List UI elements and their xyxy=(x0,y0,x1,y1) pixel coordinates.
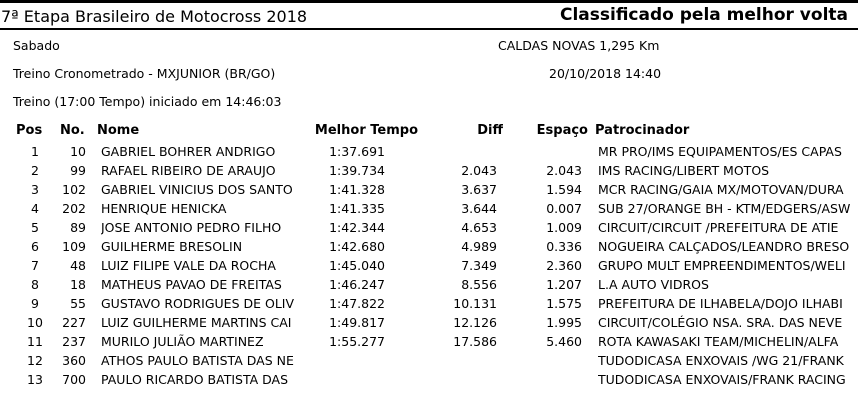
cell-name: HENRIQUE HENICKA xyxy=(101,201,227,216)
column-header-sponsor: Patrocinador xyxy=(595,123,690,138)
cell-number: 55 xyxy=(70,296,86,311)
cell-name: GABRIEL BOHRER ANDRIGO xyxy=(101,144,276,159)
cell-number: 360 xyxy=(62,353,86,368)
cell-name: GABRIEL VINICIUS DOS SANTO xyxy=(101,182,293,197)
cell-pos: 1 xyxy=(31,144,39,159)
column-header-pos: Pos xyxy=(16,123,43,138)
cell-name: MATHEUS PAVAO DE FREITAS xyxy=(101,277,282,292)
cell-pos: 3 xyxy=(31,182,39,197)
cell-pos: 4 xyxy=(31,201,39,216)
cell-number: 89 xyxy=(70,220,86,235)
cell-gap: 1.594 xyxy=(546,182,582,197)
cell-sponsor: NOGUEIRA CALÇADOS/LEANDRO BRESO xyxy=(598,239,850,254)
cell-number: 99 xyxy=(70,163,86,178)
cell-pos: 10 xyxy=(27,315,43,330)
cell-gap: 0.007 xyxy=(546,201,582,216)
cell-number: 700 xyxy=(62,372,86,387)
cell-best-time: 1:42.344 xyxy=(329,220,385,235)
cell-diff: 8.556 xyxy=(461,277,497,292)
cell-sponsor: GRUPO MULT EMPREENDIMENTOS/WELI xyxy=(598,258,846,273)
cell-diff: 4.653 xyxy=(461,220,497,235)
cell-number: 109 xyxy=(62,239,86,254)
cell-sponsor: TUDODICASA ENXOVAIS /WG 21/FRANK xyxy=(598,353,844,368)
cell-name: LUIZ FILIPE VALE DA ROCHA xyxy=(101,258,276,273)
cell-best-time: 1:39.734 xyxy=(329,163,385,178)
cell-pos: 12 xyxy=(27,353,43,368)
cell-sponsor: L.A AUTO VIDROS xyxy=(598,277,709,292)
table-row xyxy=(0,220,858,239)
table-row xyxy=(0,258,858,277)
cell-best-time: 1:46.247 xyxy=(329,277,385,292)
cell-number: 18 xyxy=(70,277,86,292)
table-row xyxy=(0,201,858,220)
sort-title: Classificado pela melhor volta xyxy=(559,5,848,25)
table-row xyxy=(0,334,858,353)
table-row xyxy=(0,182,858,201)
cell-name: LUIZ GUILHERME MARTINS CAI xyxy=(101,315,292,330)
session-label: Treino Cronometrado - MXJUNIOR (BR/GO) xyxy=(13,66,276,81)
table-row xyxy=(0,315,858,334)
cell-name: RAFAEL RIBEIRO DE ARAUJO xyxy=(101,163,276,178)
cell-name: GUILHERME BRESOLIN xyxy=(101,239,243,254)
cell-diff: 3.637 xyxy=(461,182,497,197)
column-header-number: No. xyxy=(60,123,85,138)
cell-diff: 10.131 xyxy=(453,296,497,311)
table-row xyxy=(0,296,858,315)
cell-name: PAULO RICARDO BATISTA DAS xyxy=(101,372,289,387)
cell-pos: 11 xyxy=(27,334,43,349)
event-title: 7ª Etapa Brasileiro de Motocross 2018 xyxy=(1,7,308,26)
table-header xyxy=(0,123,858,141)
cell-diff: 2.043 xyxy=(461,163,497,178)
day-label: Sabado xyxy=(13,38,60,53)
cell-pos: 6 xyxy=(31,239,39,254)
column-header-best-time: Melhor Tempo xyxy=(314,123,418,138)
cell-pos: 7 xyxy=(31,258,39,273)
table-row xyxy=(0,372,858,391)
cell-number: 10 xyxy=(70,144,86,159)
cell-sponsor: IMS RACING/LIBERT MOTOS xyxy=(598,163,770,178)
report-header xyxy=(0,3,858,30)
cell-sponsor: MCR RACING/GAIA MX/MOTOVAN/DURA xyxy=(598,182,844,197)
session-start-label: Treino (17:00 Tempo) iniciado em 14:46:03 xyxy=(13,94,282,109)
cell-diff: 7.349 xyxy=(461,258,497,273)
table-row xyxy=(0,277,858,296)
cell-best-time: 1:55.277 xyxy=(329,334,385,349)
cell-sponsor: SUB 27/ORANGE BH - KTM/EDGERS/ASW xyxy=(598,201,851,216)
cell-name: MURILO JULIÃO MARTINEZ xyxy=(101,334,264,349)
cell-sponsor: TUDODICASA ENXOVAIS/FRANK RACING xyxy=(598,372,846,387)
cell-diff: 4.989 xyxy=(461,239,497,254)
cell-gap: 1.995 xyxy=(546,315,582,330)
cell-best-time: 1:47.822 xyxy=(329,296,385,311)
cell-best-time: 1:41.328 xyxy=(329,182,385,197)
column-header-gap: Espaço xyxy=(536,123,588,138)
cell-gap: 1.575 xyxy=(546,296,582,311)
cell-number: 48 xyxy=(70,258,86,273)
cell-pos: 5 xyxy=(31,220,39,235)
cell-pos: 2 xyxy=(31,163,39,178)
cell-number: 227 xyxy=(62,315,86,330)
cell-sponsor: CIRCUIT/COLÉGIO NSA. SRA. DAS NEVE xyxy=(598,315,843,330)
cell-gap: 2.043 xyxy=(546,163,582,178)
cell-diff: 3.644 xyxy=(461,201,497,216)
column-header-diff: Diff xyxy=(477,123,503,138)
column-header-name: Nome xyxy=(97,123,140,138)
cell-diff: 17.586 xyxy=(453,334,497,349)
cell-sponsor: PREFEITURA DE ILHABELA/DOJO ILHABI xyxy=(598,296,843,311)
cell-gap: 0.336 xyxy=(546,239,582,254)
cell-gap: 1.009 xyxy=(546,220,582,235)
cell-best-time: 1:49.817 xyxy=(329,315,385,330)
datetime-label: 20/10/2018 14:40 xyxy=(549,66,662,81)
cell-sponsor: CIRCUIT/CIRCUIT /PREFEITURA DE ATIE xyxy=(598,220,839,235)
cell-gap: 5.460 xyxy=(546,334,582,349)
table-row xyxy=(0,144,858,163)
cell-best-time: 1:42.680 xyxy=(329,239,385,254)
location-label: CALDAS NOVAS 1,295 Km xyxy=(498,38,660,53)
cell-gap: 1.207 xyxy=(546,277,582,292)
cell-number: 237 xyxy=(62,334,86,349)
table-row xyxy=(0,239,858,258)
cell-best-time: 1:37.691 xyxy=(329,144,385,159)
cell-name: ATHOS PAULO BATISTA DAS NE xyxy=(101,353,294,368)
cell-pos: 9 xyxy=(31,296,39,311)
cell-name: JOSE ANTONIO PEDRO FILHO xyxy=(101,220,282,235)
cell-number: 202 xyxy=(62,201,86,216)
cell-pos: 13 xyxy=(27,372,43,387)
cell-diff: 12.126 xyxy=(453,315,497,330)
table-row xyxy=(0,163,858,182)
cell-name: GUSTAVO RODRIGUES DE OLIV xyxy=(101,296,295,311)
cell-sponsor: ROTA KAWASAKI TEAM/MICHELIN/ALFA xyxy=(598,334,839,349)
cell-pos: 8 xyxy=(31,277,39,292)
cell-sponsor: MR PRO/IMS EQUIPAMENTOS/ES CAPAS xyxy=(598,144,842,159)
cell-gap: 2.360 xyxy=(546,258,582,273)
cell-best-time: 1:41.335 xyxy=(329,201,385,216)
cell-best-time: 1:45.040 xyxy=(329,258,385,273)
table-row xyxy=(0,353,858,372)
cell-number: 102 xyxy=(62,182,86,197)
